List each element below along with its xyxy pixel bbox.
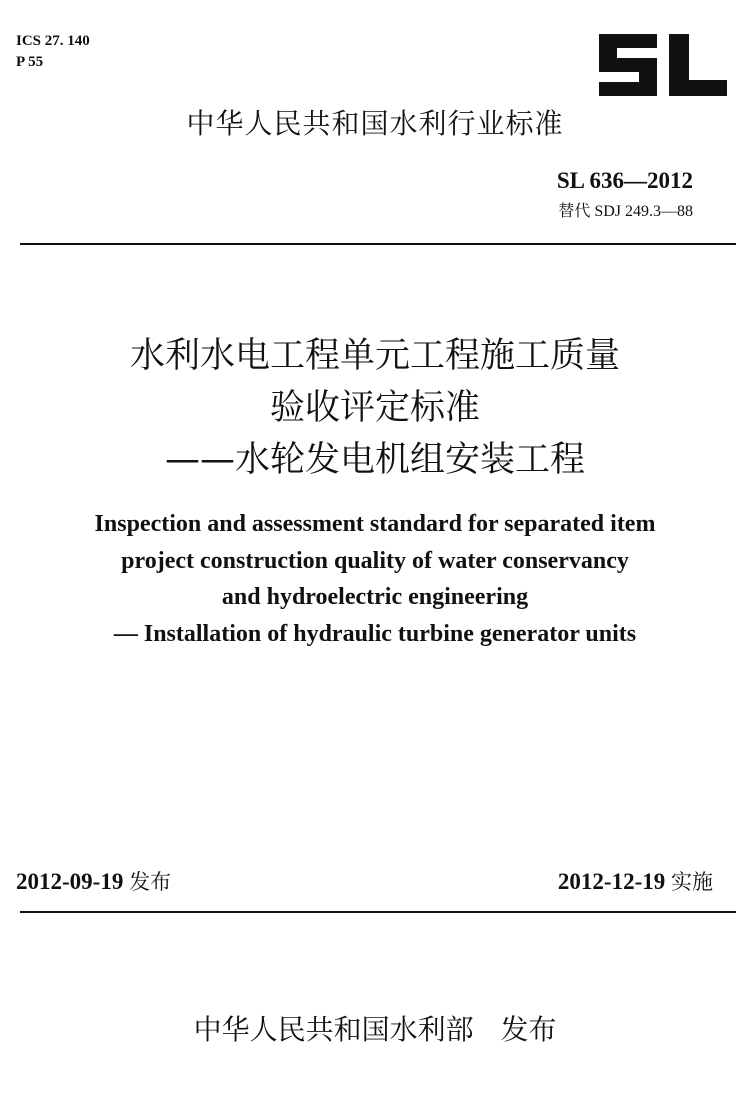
chinese-title [0,330,750,486]
english-title-line: Inspection and assessment standard for separated item [94,511,656,537]
chinese-title-line: ——水轮发电机组安装工程 [164,440,585,480]
issue-date [16,867,171,897]
publisher-line [0,1011,750,1049]
implement-date [558,867,713,897]
issue-date-value: 2012-09-19 [16,869,124,894]
top-divider [20,243,736,245]
implement-date-value: 2012-12-19 [557,869,666,894]
classification-code: P 55 [16,54,44,70]
english-title-line: and hydroelectric engineering [221,584,529,610]
standard-number: SL 636—2012 [556,168,693,193]
publisher-action: 发布 [500,1013,557,1046]
chinese-title-line: 验收评定标准 [269,388,480,428]
publisher-name: 中华人民共和国水利部 [193,1013,474,1046]
classification-codes [16,31,90,73]
industry-standard-title: 中华人民共和国水利行业标准 [186,107,564,140]
english-title-line: — Installation of hydraulic turbine generator units [113,620,637,647]
sl-logo-letter-l [669,34,727,96]
replaces-standard: 替代 SDJ 249.3—88 [558,203,693,220]
sl-logo-letter-s [599,34,657,96]
issue-date-label: 发布 [129,870,172,894]
sl-logo [593,26,733,104]
bottom-divider [20,911,736,913]
ics-code: ICS 27. 140 [16,33,90,49]
english-title [0,506,750,652]
chinese-title-line: 水利水电工程单元工程施工质量 [129,336,620,376]
english-title-line: project construction quality of water conservancy [121,547,629,574]
implement-date-label: 实施 [671,870,713,894]
